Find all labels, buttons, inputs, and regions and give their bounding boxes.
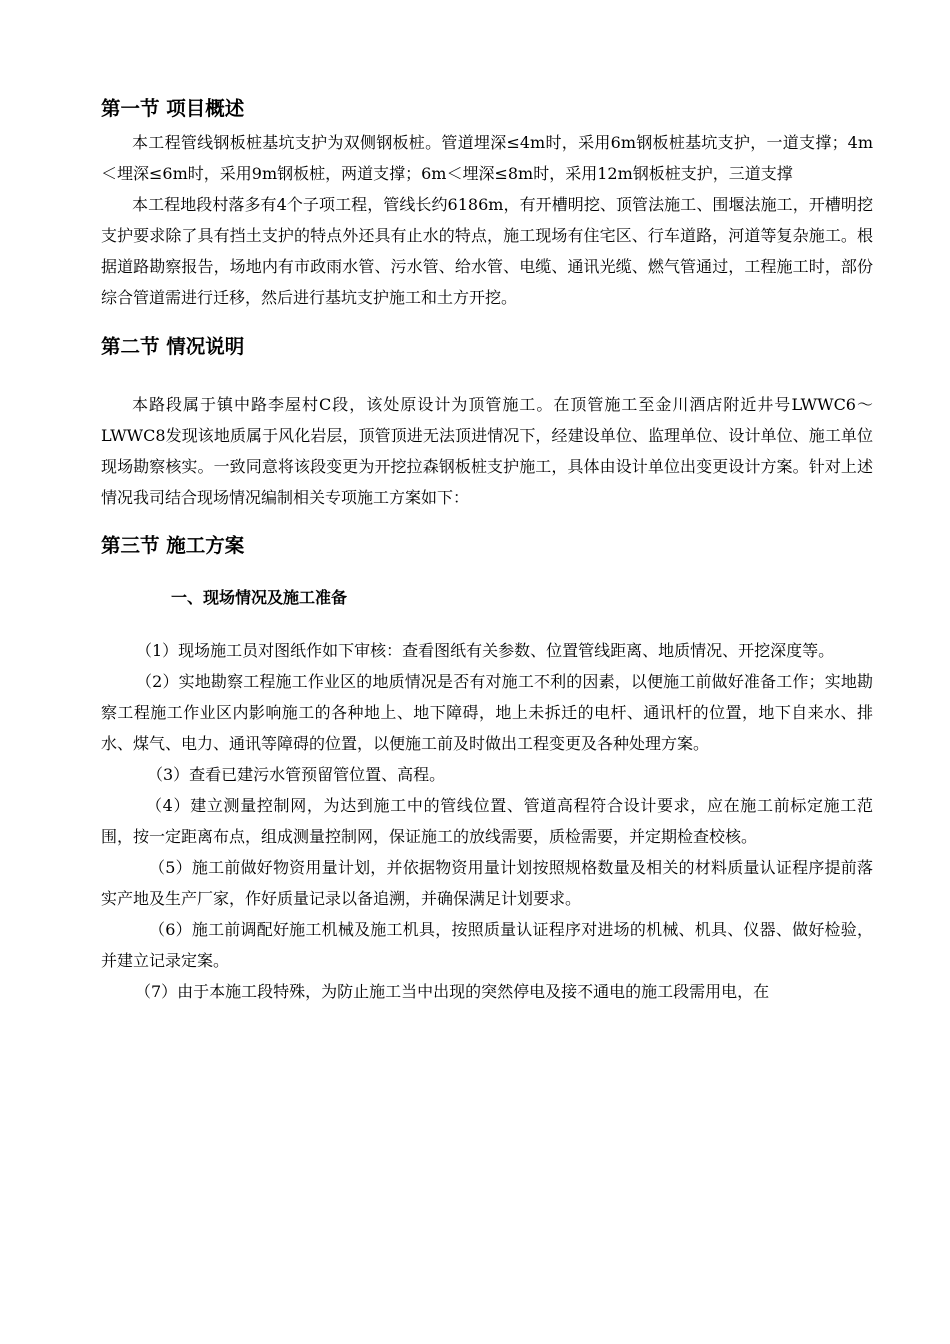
list-item: （1）现场施工员对图纸作如下审核：查看图纸有关参数、位置管线距离、地质情况、开挖深度等。 [136, 641, 835, 660]
paragraph: 本工程管线钢板桩基坑支护为双侧钢板桩。管道埋深≤4m时，采用6m钢板桩基坑支护，一道支撑；4m＜埋深≤6m时，采用9m钢板桩，两道支撑；6m＜埋深≤8m时，采用12m钢板桩支护，三道支撑 [101, 133, 873, 183]
section-2-title: 第二节 情况说明 [101, 335, 245, 358]
document-body [101, 95, 873, 1007]
section-3-title: 第三节 施工方案 [101, 534, 245, 557]
paragraph: 本路段属于镇中路李屋村C段，该处原设计为顶管施工。在顶管施工至金川酒店附近井号LWWC6～LWWC8发现该地质属于风化岩层，顶管顶进无法顶进情况下，经建设单位、监理单位、设计单位、施工单位现场勘察核实。一致同意将该段变更为开挖拉森钢板桩支护施工，具体由设计单位出变更设计方案。针对上述情况我司结合现场情况编制相关专项施工方案如下： [101, 395, 873, 507]
paragraph: 本工程地段村落多有4个子项工程，管线长约6186m，有开槽明挖、顶管法施工、围堰法施工，开槽明挖支护要求除了具有挡土支护的特点外还具有止水的特点，施工现场有住宅区、行车道路，河道等复杂施工。根据道路勘察报告，场地内有市政雨水管、污水管、给水管、电缆、通讯光缆、燃气管通过，工程施工时，部份综合管道需进行迁移，然后进行基坑支护施工和土方开挖。 [101, 195, 873, 307]
list-item: （2）实地勘察工程施工作业区的地质情况是否有对施工不利的因素，以便施工前做好准备工作；实地勘察工程施工作业区内影响施工的各种地上、地下障碍，地上未拆迁的电杆、通讯杆的位置，地下自来水、排水、煤气、电力、通讯等障碍的位置，以便施工前及时做出工程变更及各种处理方案。 [101, 672, 873, 753]
list-item: （6）施工前调配好施工机械及施工机具，按照质量认证程序对进场的机械、机具、仪器、做好检验，并建立记录定案。 [101, 920, 873, 970]
list-item: （5）施工前做好物资用量计划，并依据物资用量计划按照规格数量及相关的材料质量认证程序提前落实产地及生产厂家，作好质量记录以备追溯，并确保满足计划要求。 [101, 858, 873, 908]
list-item: （7）由于本施工段特殊，为防止施工当中出现的突然停电及接不通电的施工段需用电，在 [135, 982, 770, 1001]
subsection-title: 一、现场情况及施工准备 [171, 588, 348, 607]
list-item: （4）建立测量控制网，为达到施工中的管线位置、管道高程符合设计要求，应在施工前标定施工范围，按一定距离布点，组成测量控制网，保证施工的放线需要，质检需要，并定期检查校核。 [101, 796, 873, 846]
list-item: （3）查看已建污水管预留管位置、高程。 [147, 765, 446, 784]
section-1-title: 第一节 项目概述 [101, 97, 245, 120]
